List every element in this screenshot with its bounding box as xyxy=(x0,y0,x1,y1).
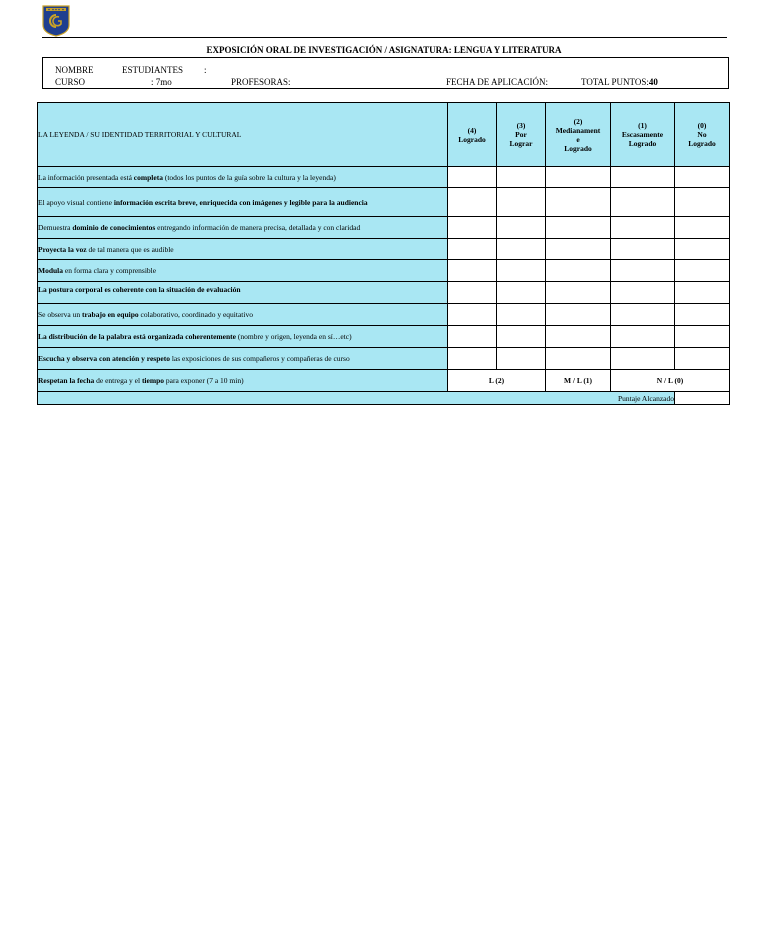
rubric-header-row xyxy=(38,103,730,167)
score-row xyxy=(38,392,730,405)
score-cell[interactable] xyxy=(611,167,675,188)
level-4-number: (4) xyxy=(467,125,477,135)
criterion-row xyxy=(38,348,730,370)
score-cell[interactable] xyxy=(448,217,497,239)
score-cell[interactable] xyxy=(448,326,497,348)
level-2-label-3: Logrado xyxy=(564,143,592,153)
criterion-row xyxy=(38,239,730,260)
criterion-row xyxy=(38,167,730,188)
level-2-header xyxy=(546,103,611,167)
total-puntos-label: TOTAL PUNTOS: xyxy=(581,77,649,87)
score-cell[interactable] xyxy=(546,217,611,239)
score-cell[interactable] xyxy=(497,167,546,188)
score-cell[interactable] xyxy=(497,304,546,326)
estudiantes-colon: : xyxy=(204,65,207,75)
level-1-header xyxy=(611,103,675,167)
level-2-label-2: e xyxy=(576,134,580,144)
score-cell[interactable] xyxy=(448,282,497,304)
criterion-completeness: La información presentada está completa (todos los puntos de la guía sobre la cultura y la leyenda) xyxy=(38,167,448,188)
score-cell[interactable] xyxy=(675,188,730,217)
criterion-row xyxy=(38,260,730,282)
curso-label: CURSO xyxy=(55,77,86,87)
criterion-voice: Proyecta la voz de tal manera que es audible xyxy=(38,239,448,260)
profesoras-label: PROFESORAS: xyxy=(231,77,291,87)
score-cell[interactable] xyxy=(448,304,497,326)
school-crest-logo xyxy=(42,5,70,37)
score-cell[interactable] xyxy=(675,239,730,260)
level-2-number: (2) xyxy=(573,116,583,126)
criterion-deadline-time: Respetan la fecha de entrega y el tiempo para exponer (7 a 10 min) xyxy=(38,370,448,392)
level-0-number: (0) xyxy=(697,121,707,130)
criterion-row-deadline xyxy=(38,370,730,392)
level-3-label-1: Por xyxy=(515,130,527,139)
score-cell[interactable] xyxy=(675,304,730,326)
criterion-row xyxy=(38,188,730,217)
level-3-label-2: Lograr xyxy=(509,139,533,148)
criterion-speech-distribution: La distribución de la palabra está organizada coherentemente (nombre y origen, leyenda en sí…etc) xyxy=(38,326,448,348)
level-1-label-1: Escasamente xyxy=(621,130,664,139)
score-cell[interactable] xyxy=(497,326,546,348)
score-cell[interactable] xyxy=(546,239,611,260)
score-cell[interactable] xyxy=(546,326,611,348)
score-cell[interactable] xyxy=(675,348,730,370)
criterion-teamwork: Se observa un trabajo en equipo colaborativo, coordinado y equitativo xyxy=(38,304,448,326)
criterion-row xyxy=(38,217,730,239)
criterion-posture: La postura corporal es coherente con la situación de evaluación xyxy=(38,282,448,304)
puntaje-alcanzado-label: Puntaje Alcanzado xyxy=(38,392,675,405)
legend-medianamente-logrado: M / L (1) xyxy=(546,370,611,392)
rubric-table xyxy=(37,102,730,405)
legend-no-logrado: N / L (0) xyxy=(611,370,730,392)
level-0-header xyxy=(675,103,730,167)
score-cell[interactable] xyxy=(611,348,675,370)
curso-value: : 7mo xyxy=(151,77,172,87)
score-cell[interactable] xyxy=(611,188,675,217)
puntaje-alcanzado-cell[interactable] xyxy=(675,392,730,405)
score-cell[interactable] xyxy=(675,326,730,348)
score-cell[interactable] xyxy=(675,282,730,304)
score-cell[interactable] xyxy=(448,260,497,282)
score-cell[interactable] xyxy=(448,188,497,217)
score-cell[interactable] xyxy=(448,167,497,188)
level-3-number: (3) xyxy=(516,121,526,130)
rubric-topic-title: LA LEYENDA / SU IDENTIDAD TERRITORIAL Y CULTURAL xyxy=(38,103,448,167)
estudiantes-label: ESTUDIANTES xyxy=(122,65,183,75)
score-cell[interactable] xyxy=(546,282,611,304)
level-1-label-2: Logrado xyxy=(628,139,657,148)
score-cell[interactable] xyxy=(497,282,546,304)
criterion-knowledge: Demuestra dominio de conocimientos entregando información de manera precisa, detallada y con claridad xyxy=(38,217,448,239)
nombre-label: NOMBRE xyxy=(55,65,94,75)
score-cell[interactable] xyxy=(546,260,611,282)
level-4-header xyxy=(448,103,497,167)
criterion-row xyxy=(38,282,730,304)
level-4-label: Logrado xyxy=(458,134,486,144)
legend-logrado: L (2) xyxy=(448,370,546,392)
score-cell[interactable] xyxy=(611,304,675,326)
level-1-number: (1) xyxy=(638,121,647,130)
criterion-listening: Escucha y observa con atención y respeto las exposiciones de sus compañeros y compañeras de curso xyxy=(38,348,448,370)
score-cell[interactable] xyxy=(497,188,546,217)
criterion-row xyxy=(38,304,730,326)
criterion-visual-support: El apoyo visual contiene información escrita breve, enriquecida con imágenes y legible para la audiencia xyxy=(38,188,448,217)
header-rule xyxy=(42,37,727,38)
score-cell[interactable] xyxy=(611,239,675,260)
score-cell[interactable] xyxy=(611,260,675,282)
score-cell[interactable] xyxy=(497,348,546,370)
score-cell[interactable] xyxy=(611,282,675,304)
score-cell[interactable] xyxy=(497,239,546,260)
score-cell[interactable] xyxy=(675,167,730,188)
criterion-row xyxy=(38,326,730,348)
score-cell[interactable] xyxy=(675,260,730,282)
student-info-box xyxy=(42,57,729,89)
score-cell[interactable] xyxy=(497,217,546,239)
score-cell[interactable] xyxy=(611,217,675,239)
level-0-label-1: No xyxy=(697,130,707,139)
level-3-header xyxy=(497,103,546,167)
document-title: EXPOSICIÓN ORAL DE INVESTIGACIÓN / ASIGNATURA: LENGUA Y LITERATURA xyxy=(206,45,562,55)
level-2-label-1: Medianament xyxy=(555,125,601,135)
score-cell[interactable] xyxy=(546,304,611,326)
criterion-modulation: Modula en forma clara y comprensible xyxy=(38,260,448,282)
total-puntos xyxy=(581,77,658,87)
score-cell[interactable] xyxy=(546,348,611,370)
score-cell[interactable] xyxy=(546,188,611,217)
level-0-label-2: Logrado xyxy=(688,139,716,148)
score-cell[interactable] xyxy=(448,239,497,260)
score-cell[interactable] xyxy=(497,260,546,282)
score-cell[interactable] xyxy=(611,326,675,348)
fecha-aplicacion-label: FECHA DE APLICACIÓN: xyxy=(446,77,549,87)
score-cell[interactable] xyxy=(448,348,497,370)
score-cell[interactable] xyxy=(546,167,611,188)
total-puntos-value: 40 xyxy=(648,77,658,87)
score-cell[interactable] xyxy=(675,217,730,239)
